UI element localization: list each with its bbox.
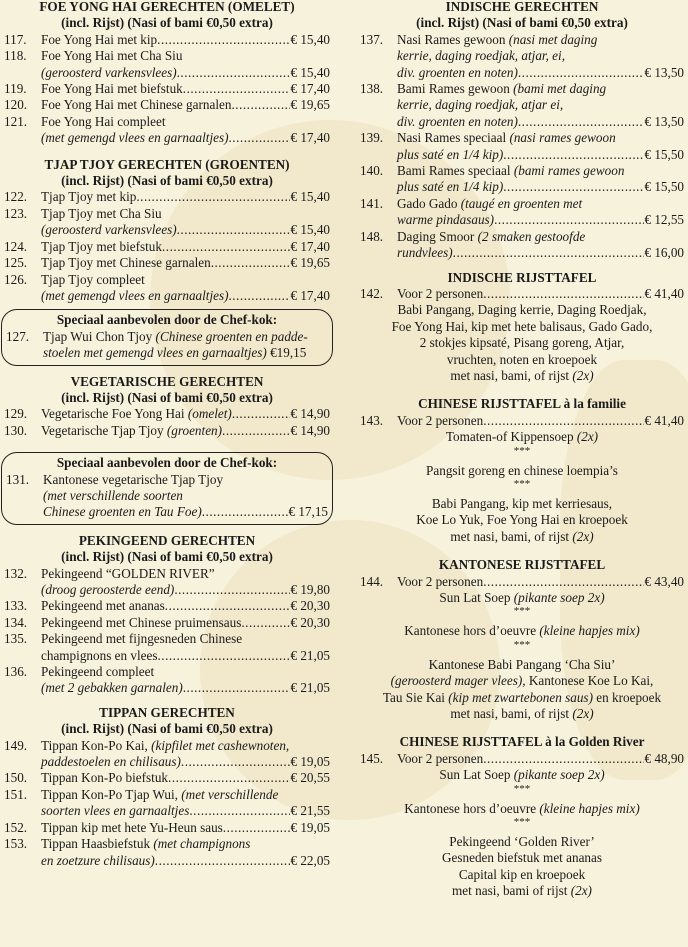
menu-item: 139. Nasi Rames speciaal (nasi rames gewoon [360,130,616,146]
menu-item: champignons en vlees ..... € 21,05 [4,648,330,664]
separator-stars: *** [513,605,531,618]
menu-item: 131. Kantonese vegetarische Tjap Tjoy [6,471,224,487]
menu-item: 125. Tjap Tjoy met Chinese garnalen ..... € 19,65 [4,255,330,271]
menu-item: (geroosterd varkensvlees) ..... € 15,40 [4,222,330,238]
menu-item: div. groenten en noten) ..... € 13,50 [360,65,684,81]
menu-item: 140. Bami Rames speciaal (bami rames gewoon [360,163,625,179]
section-indische-rijsttafel [360,270,684,385]
description-line: Capital kip en kroepoek [458,866,586,882]
menu-item: (met gemengd vlees en garnaaltjes) ..... € 17,40 [4,130,330,146]
separator-stars: *** [513,477,531,490]
description-line: Sun Lat Soep (pikante soep 2x) [439,590,605,605]
section-foe-yong-hai [4,0,330,147]
description-line: met nasi, bami, of rijst (2x) [450,706,594,722]
section-subtitle: (incl. Rijst) (Nasi of bami €0,50 extra) [416,15,628,31]
description-line: met nasi, bami of rijst (2x) [452,883,592,899]
menu-item: 117. Foe Yong Hai met kip ..... € 15,40 [4,32,330,48]
section-pekingeend [4,533,330,697]
description-line: vruchten, noten en kroepoek [446,351,598,367]
menu-item: Chinese groenten en Tau Foe) ..... € 17,15 [6,504,328,520]
section-title: TJAP TJOY GERECHTEN (GROENTEN) [44,156,290,172]
menu-item: 152. Tippan kip met hete Yu-Heun saus ..... € 19,05 [4,820,330,836]
left-column [4,0,330,869]
section-title: TIPPAN GERECHTEN [99,704,235,720]
box-title: Speciaal aanbevolen door de Chef-kok: [56,312,278,328]
menu-item: 149. Tippan Kon-Po Kai, (kipfilet met cashewnoten, [4,737,290,753]
section-title: CHINESE RIJSTTAFEL à la Golden River [399,734,645,750]
menu-item: 120. Foe Yong Hai met Chinese garnalen ..... € 19,65 [4,97,330,113]
menu-item: 137. Nasi Rames gewoon (nasi met daging [360,31,598,47]
menu-item: kerrie, daging roedjak, atjar ei, [397,97,564,113]
menu-item: 144. Voor 2 personen ..... € 43,40 [360,574,684,590]
menu-item: 138. Bami Rames gewoon (bami met daging [360,81,607,97]
menu-item: 142. Voor 2 personen ..... € 41,40 [360,286,684,302]
description-line: Pangsit goreng en chinese loempia’s [426,462,618,478]
section-tippan [4,705,330,869]
section-subtitle: (incl. Rijst) (Nasi of bami €0,50 extra) [61,389,273,405]
description-line: Tau Sie Kai (kip met zwartebonen saus) en kroepoek [382,689,662,705]
menu-item: paddestoelen en chilisaus) ..... € 19,05 [4,754,330,770]
description-line: (geroosterd mager vlees), Kantonese Koe Lo Kai, [390,673,654,689]
menu-item: 136. Pekingeend compleet [4,664,155,680]
menu-item: 141. Gado Gado (taugé en groenten met [360,195,583,211]
menu-item: 119. Foe Yong Hai met biefstuk ..... € 17,40 [4,81,330,97]
menu-item: plus saté en 1/4 kip) ..... € 15,50 [360,179,684,195]
menu-item: 135. Pekingeend met fijngesneden Chinese [4,631,243,647]
chef-recommendation-box [1,309,333,365]
section-title: INDISCHE GERECHTEN [445,0,599,14]
description-line: 2 stokjes kipsaté, Pisang goreng, Atjar, [419,335,625,351]
section-title: PEKINGEEND GERECHTEN [78,532,256,548]
description-line: Babi Pangang, kip met kerriesaus, [431,495,613,511]
right-column [360,0,684,900]
section-subtitle: (incl. Rijst) (Nasi of bami €0,50 extra) [61,549,273,565]
menu-item: div. groenten en noten) ..... € 13,50 [360,114,684,130]
menu-item: (met verschillende soorten [43,487,183,503]
menu-item: 127. Tjap Wui Chon Tjoy (Chinese groenten en padde- [6,328,308,344]
menu-item: plus saté en 1/4 kip) ..... € 15,50 [360,147,684,163]
menu-item: 134. Pekingeend met Chinese pruimensaus ..... € 20,30 [4,615,330,631]
menu-item: stoelen met gemengd vlees en garnaaltjes) €19,15 [43,345,307,361]
menu-item: 118. Foe Yong Hai met Cha Siu [4,48,183,64]
description-line: Koe Lo Yuk, Foe Yong Hai en kroepoek [416,512,628,528]
description-line: Foe Yong Hai, kip met hete balisaus, Gado Gado, [391,318,653,334]
menu-item: (geroosterd varkensvlees) ..... € 15,40 [4,65,330,81]
description-line: Gesneden biefstuk met ananas [441,850,603,866]
menu-item: 121. Foe Yong Hai compleet [4,113,166,129]
section-title: FOE YONG HAI GERECHTEN (OMELET) [39,0,295,14]
menu-item: (met gemengd vlees en garnaaltjes) ..... € 17,40 [4,288,330,304]
menu-item: kerrie, daging roedjak, atjar, ei, [397,48,565,64]
description-line: Babi Pangang, Daging kerrie, Daging Roedjak, [397,302,647,318]
menu-item: rundvlees) ..... € 16,00 [360,245,684,261]
separator-stars: *** [513,444,531,457]
description-line: Pekingeend ‘Golden River’ [449,834,595,850]
description-line: met nasi, bami, of rijst (2x) [450,367,594,383]
menu-item: 124. Tjap Tjoy met biefstuk ..... € 17,40 [4,239,330,255]
menu-item: 145. Voor 2 personen ..... € 48,90 [360,751,684,767]
section-golden-river-rijsttafel [360,734,684,899]
description-line: Kantonese Babi Pangang ‘Cha Siu’ [428,656,616,672]
section-title: INDISCHE RIJSTTAFEL [447,269,597,285]
section-title: VEGETARISCHE GERECHTEN [70,373,264,389]
description-line: Sun Lat Soep (pikante soep 2x) [439,767,605,783]
section-kantonese-rijsttafel [360,557,684,722]
menu-item: (droog geroosterde eend) ..... € 19,80 [4,582,330,598]
section-vegetarisch [4,374,330,440]
section-title: KANTONESE RIJSTTAFEL [438,557,606,573]
menu-item: 150. Tippan Kon-Po biefstuk ..... € 20,55 [4,770,330,786]
description-line: Tomaten-of Kippensoep (2x) [445,429,599,445]
box-title: Speciaal aanbevolen door de Chef-kok: [56,455,278,471]
menu-item: 151. Tippan Kon-Po Tjap Wui, (met verschillende [4,786,279,802]
menu-item: warme pindasaus) ..... € 12,55 [360,212,684,228]
section-subtitle: (incl. Rijst) (Nasi of bami €0,50 extra) [61,173,273,189]
menu-item: (met 2 gebakken garnalen) ..... € 21,05 [4,680,330,696]
menu-item: 153. Tippan Haasbiefstuk (met champignons [4,836,251,852]
separator-stars: *** [513,638,531,651]
menu-item: 123. Tjap Tjoy met Cha Siu [4,205,162,221]
section-indische-gerechten [360,0,684,262]
menu-item: 148. Daging Smoor (2 smaken gestoofde [360,228,586,244]
menu-item: 143. Voor 2 personen ..... € 41,40 [360,413,684,429]
menu-item: 129. Vegetarische Foe Yong Hai (omelet) ..... € 14,90 [4,406,330,422]
section-subtitle: (incl. Rijst) (Nasi of bami €0,50 extra) [61,721,273,737]
menu-item: 130. Vegetarische Tjap Tjoy (groenten) ..... € 14,90 [4,423,330,439]
section-subtitle: (incl. Rijst) (Nasi of bami €0,50 extra) [61,15,273,31]
description-line: met nasi, bami, of rijst (2x) [450,528,594,544]
description-line: Kantonese hors d’oeuvre (kleine hapjes mix) [404,800,640,816]
menu-item: 126. Tjap Tjoy compleet [4,271,145,287]
description-line: Kantonese hors d’oeuvre (kleine hapjes mix) [404,623,640,639]
separator-stars: *** [513,816,531,829]
menu-item: 132. Pekingeend “GOLDEN RIVER” [4,565,215,581]
section-title: CHINESE RIJSTTAFEL à la familie [418,396,626,412]
chef-recommendation-box [1,452,333,525]
menu-item: 133. Pekingeend met ananas ..... € 20,30 [4,598,330,614]
separator-stars: *** [513,782,531,795]
section-chinese-rijsttafel-familie [360,396,684,545]
menu-item: 122. Tjap Tjoy met kip ..... € 15,40 [4,189,330,205]
menu-item: soorten vlees en garnaaltjes ..... € 21,55 [4,803,330,819]
menu-item: en zoetzure chilisaus) ..... € 22,05 [4,853,330,869]
section-tjap-tjoy [4,157,330,305]
